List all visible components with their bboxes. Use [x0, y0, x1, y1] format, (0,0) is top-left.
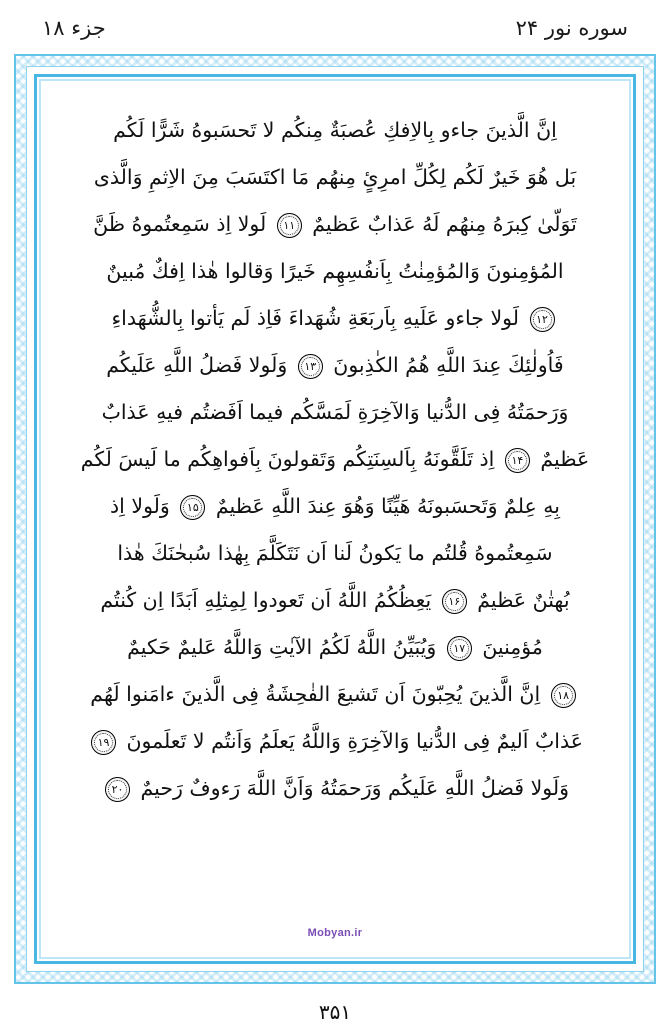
quran-line	[61, 389, 609, 436]
ayah-text: عَذابٌ اَليمٌ فِى الدُّنيا وَالآخِرَةِ وَاللَّهُ يَعلَمُ وَاَنتُم لا تَعلَمونَ	[119, 729, 583, 753]
ayah-number-marker: ۱۱	[277, 213, 302, 238]
quran-line	[61, 436, 609, 483]
ayah-text: عَظيمٌ	[533, 447, 590, 471]
ayah-number-marker: ۱۶	[442, 589, 467, 614]
ayah-number-marker: ۱۳	[298, 354, 323, 379]
quran-line	[61, 154, 609, 201]
ayah-text: اِذ تَلَقَّونَهُ بِاَلسِنَتِكُم وَتَقولونَ بِاَفواهِكُم ما لَيسَ لَكُم	[80, 447, 501, 471]
quran-line	[61, 295, 609, 342]
quran-line	[61, 483, 609, 530]
site-watermark: Mobyan.ir	[307, 927, 363, 939]
ayah-text: لَولا اِذ سَمِعتُموهُ ظَنَّ	[93, 212, 273, 236]
quran-line	[61, 765, 609, 812]
ayah-text: اِنَّ الَّذينَ جاءو بِالاِفكِ عُصبَةٌ مِنكُم لا تَحسَبوهُ شَرًّا لَكُم	[113, 118, 557, 142]
quran-line	[61, 577, 609, 624]
quran-line	[61, 718, 609, 765]
ayah-text: وَيُبَيِّنُ اللَّهُ لَكُمُ الآيٰتِ وَاللَّهُ عَليمٌ حَكيمٌ	[127, 635, 443, 659]
page-number: ۳۵۱	[318, 1000, 352, 1024]
quran-line	[61, 671, 609, 718]
ayah-number-marker: ۲۰	[105, 777, 130, 802]
ayah-number-marker: ۱۴	[505, 448, 530, 473]
ayah-text: يَعِظُكُمُ اللَّهُ اَن تَعودوا لِمِثلِهِ اَبَدًا اِن كُنتُم	[100, 588, 438, 612]
ayah-number-marker: ۱۵	[180, 495, 205, 520]
decorative-border-inner	[34, 74, 636, 964]
decorative-border-outer	[14, 54, 656, 984]
header-surah-label: سوره نور ۲۴	[515, 16, 628, 40]
quran-line	[61, 530, 609, 577]
ayah-text: المُؤمِنونَ وَالمُؤمِنٰتُ بِاَنفُسِهِم خَيرًا وَقالوا هٰذا اِفكٌ مُبينٌ	[106, 259, 564, 283]
quran-text-block	[61, 107, 609, 921]
ayah-text: وَلَولا فَضلُ اللَّهِ عَلَيكُم وَرَحمَتُهُ وَاَنَّ اللَّهَ رَءوفٌ رَحيمٌ	[133, 776, 570, 800]
page-header	[0, 8, 670, 48]
decorative-border-middle	[26, 66, 644, 972]
ayah-number-marker: ۱۷	[447, 636, 472, 661]
ayah-text: اِنَّ الَّذينَ يُحِبّونَ اَن تَشيعَ الفٰحِشَةُ فِى الَّذينَ ءامَنوا لَهُم	[90, 682, 547, 706]
ayah-text: فَاُولٰئِكَ عِندَ اللَّهِ هُمُ الكٰذِبونَ	[326, 353, 564, 377]
ayah-text: بِهِ عِلمٌ وَتَحسَبونَهُ هَيِّنًا وَهُوَ عِندَ اللَّهِ عَظيمٌ	[209, 494, 560, 518]
quran-line	[61, 342, 609, 389]
ayah-number-marker: ۱۹	[91, 730, 116, 755]
header-juz-label: جزء ۱۸	[42, 16, 106, 40]
quran-line	[61, 248, 609, 295]
quran-line	[61, 624, 609, 671]
ayah-text: وَلَولا اِذ	[110, 494, 177, 518]
ayah-text: مُؤمِنينَ	[475, 635, 543, 659]
ayah-number-marker: ۱۲	[530, 307, 555, 332]
quran-line	[61, 107, 609, 154]
ayah-text: بُهتٰنٌ عَظيمٌ	[470, 588, 570, 612]
ayah-text: وَلَولا فَضلُ اللَّهِ عَلَيكُم	[106, 353, 294, 377]
ayah-number-marker: ۱۸	[551, 683, 576, 708]
ayah-text: سَمِعتُموهُ قُلتُم ما يَكونُ لَنا اَن نَتَكَلَّمَ بِهٰذا سُبحٰنَكَ هٰذا	[117, 541, 553, 565]
ayah-text: بَل هُوَ خَيرٌ لَكُم لِكُلِّ امرِئٍ مِنهُم مَا اكتَسَبَ مِنَ الاِثمِ وَالَّذى	[93, 165, 577, 189]
ayah-text: لَولا جاءو عَلَيهِ بِاَربَعَةِ شُهَداءَ فَاِذ لَم يَأتوا بِالشُّهَداءِ	[111, 306, 526, 330]
quran-line	[61, 201, 609, 248]
ayah-text: تَوَلّىٰ كِبرَهُ مِنهُم لَهُ عَذابٌ عَظيمٌ	[305, 212, 577, 236]
ayah-text: وَرَحمَتُهُ فِى الدُّنيا وَالآخِرَةِ لَمَسَّكُم فيما اَفَضتُم فيهِ عَذابٌ	[101, 400, 569, 424]
